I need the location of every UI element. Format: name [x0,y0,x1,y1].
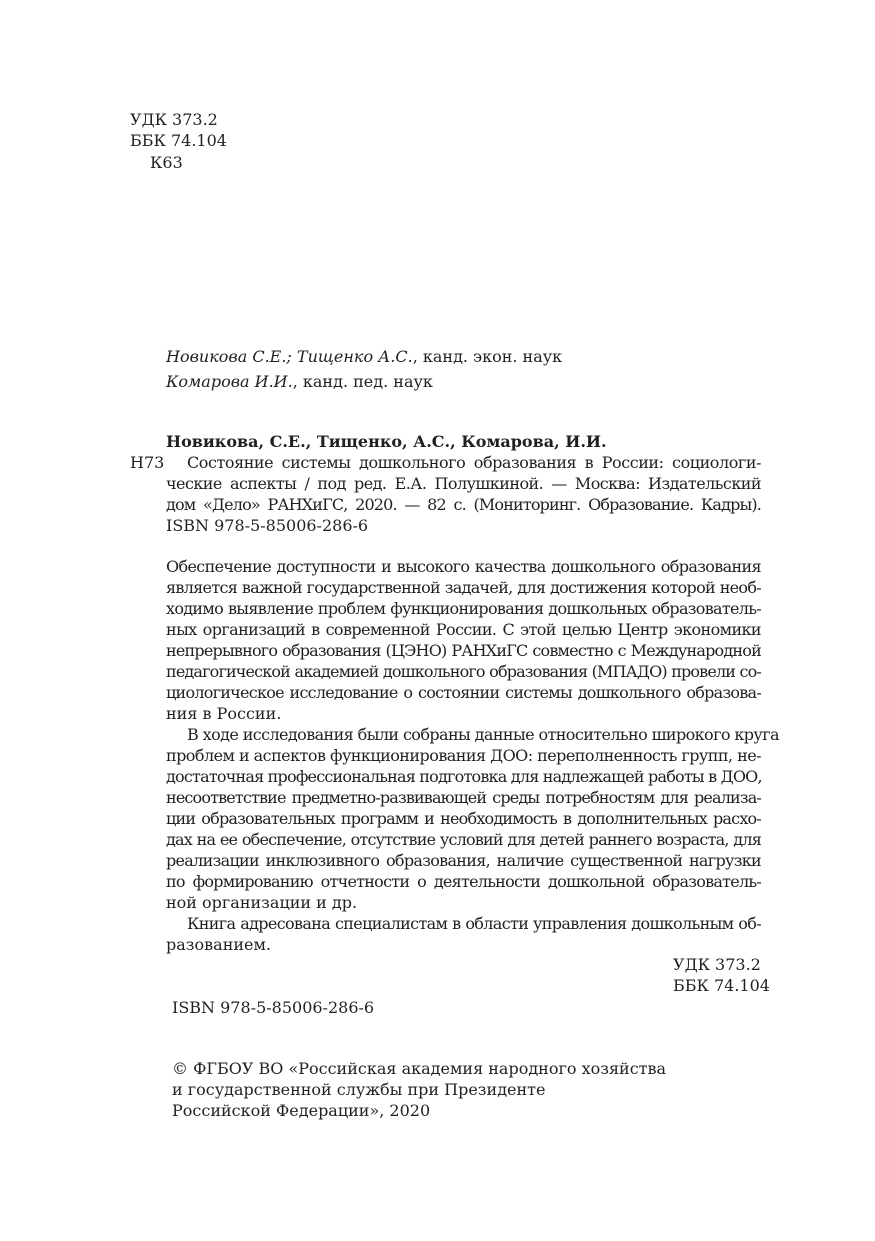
authors-degree-2: , канд. пед. наук [292,372,433,391]
author-mark: К63 [150,153,183,172]
udk-code: УДК 373.2 [130,110,218,129]
record-line: Состояние системы дошкольного образования в России: социологи- [187,453,761,472]
copyright-line: © ФГБОУ ВО «Российская академия народного хозяйства [172,1059,667,1078]
authors-line-2 [166,371,433,392]
abstract-line: несоответствие предметно-развивающей среды потребностям для реализа- [166,788,761,807]
abstract-line: Книга адресована специалистам в области управления дошкольным об- [187,914,761,933]
record-heading: Новикова, С.Е., Тищенко, А.С., Комарова, И.И. [166,432,607,451]
abstract-line: проблем и аспектов функционирования ДОО: переполненность групп, не- [166,746,761,765]
abstract-line: является важной государственной задачей, для достижения которой необ- [166,578,761,597]
isbn: ISBN 978-5-85006-286-6 [172,998,375,1017]
abstract-line: ходимо выявление проблем функционирования дошкольных образователь- [166,599,761,618]
authors-names-2: Комарова И.И. [166,372,293,391]
bbk-code: ББК 74.104 [130,131,227,150]
abstract-line: ных организаций в современной России. С этой целью Центр экономики [166,620,761,639]
abstract-line: ной организации и др. [166,893,358,912]
abstract-line: педагогической академией дошкольного образования (МПАДО) провели со- [166,662,761,681]
abstract-line: по формированию отчетности о деятельности дошкольной образователь- [166,872,761,891]
abstract-line: ния в России. [166,704,282,723]
authors-names-1: Новикова С.Е.; Тищенко А.С. [166,347,413,366]
authors-degree-1: , канд. экон. наук [412,347,563,366]
record-line: дом «Дело» РАНХиГС, 2020. — 82 с. (Мониторинг. Образование. Кадры). [166,495,761,514]
abstract-line: циологическое исследование о состоянии системы дошкольного образова- [166,683,761,702]
record-isbn: ISBN 978-5-85006-286-6 [166,516,369,535]
abstract-line: ции образовательных программ и необходимость в дополнительных расхо- [166,809,761,828]
abstract-line: разованием. [166,935,272,954]
abstract-line: реализации инклюзивного образования, наличие существенной нагрузки [166,851,761,870]
authors-line-1 [166,346,562,367]
bbk-code-bottom: ББК 74.104 [673,976,770,995]
record-line: ческие аспекты / под ред. Е.А. Полушкиной. — Москва: Издательский [166,474,761,493]
udk-code-bottom: УДК 373.2 [673,955,761,974]
abstract-line: Обеспечение доступности и высокого качества дошкольного образования [166,557,761,576]
record-index-mark: Н73 [130,453,165,472]
abstract-line: непрерывного образования (ЦЭНО) РАНХиГС совместно с Международной [166,641,761,660]
copyright-line: и государственной службы при Президенте [172,1080,546,1099]
abstract-line: достаточная профессиональная подготовка для надлежащей работы в ДОО, [166,767,762,786]
abstract-line: В ходе исследования были собраны данные относительно широкого круга [187,725,779,744]
copyright-line: Российской Федерации», 2020 [172,1101,431,1120]
abstract-line: дах на ее обеспечение, отсутствие условий для детей раннего возраста, для [166,830,761,849]
